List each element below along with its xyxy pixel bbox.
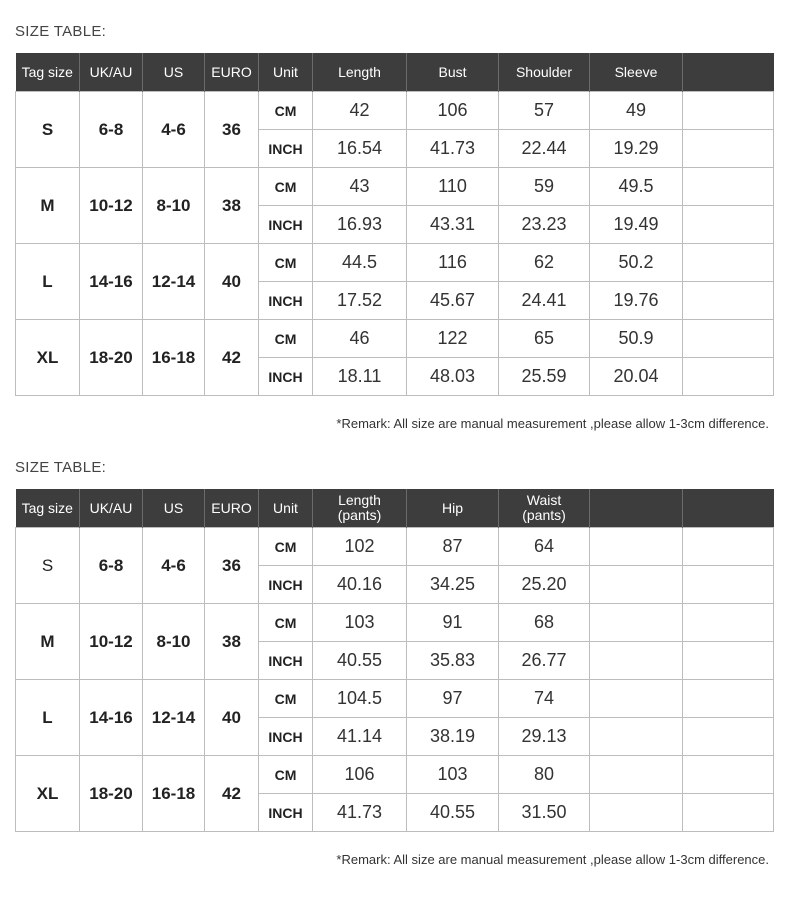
value-cell (590, 642, 683, 680)
header-cell: US (143, 489, 205, 528)
tag-size-cell: S (16, 528, 80, 604)
value-cell: 116 (407, 244, 499, 282)
header-cell: Bust (407, 53, 499, 92)
size-table-title-2: SIZE TABLE: (15, 459, 107, 476)
value-cell (683, 794, 774, 832)
value-cell: 91 (407, 604, 499, 642)
value-cell: 65 (499, 320, 590, 358)
unit-cell: CM (259, 604, 313, 642)
euro-cell: 38 (205, 604, 259, 680)
value-cell: 19.76 (590, 282, 683, 320)
ukau-cell: 14-16 (80, 244, 143, 320)
value-cell (590, 718, 683, 756)
table-row (16, 244, 774, 282)
euro-cell: 42 (205, 320, 259, 396)
value-cell: 87 (407, 528, 499, 566)
tag-size-cell: L (16, 680, 80, 756)
value-cell (683, 320, 774, 358)
value-cell (683, 566, 774, 604)
value-cell: 40.55 (407, 794, 499, 832)
header-cell: Hip (407, 489, 499, 528)
header-cell: Unit (259, 53, 313, 92)
value-cell (590, 566, 683, 604)
value-cell (683, 528, 774, 566)
us-cell: 4-6 (143, 528, 205, 604)
header-cell: Shoulder (499, 53, 590, 92)
value-cell: 24.41 (499, 282, 590, 320)
value-cell: 106 (313, 756, 407, 794)
value-cell (683, 282, 774, 320)
us-cell: 8-10 (143, 168, 205, 244)
table-row (16, 680, 774, 718)
header-cell: Length (pants) (313, 489, 407, 528)
value-cell: 29.13 (499, 718, 590, 756)
tag-size-cell: XL (16, 756, 80, 832)
value-cell: 50.2 (590, 244, 683, 282)
unit-cell: INCH (259, 206, 313, 244)
unit-cell: CM (259, 244, 313, 282)
tag-size-cell: M (16, 604, 80, 680)
value-cell (590, 756, 683, 794)
value-cell: 16.93 (313, 206, 407, 244)
value-cell: 40.55 (313, 642, 407, 680)
value-cell (683, 130, 774, 168)
us-cell: 12-14 (143, 680, 205, 756)
euro-cell: 42 (205, 756, 259, 832)
value-cell: 42 (313, 92, 407, 130)
header-cell: US (143, 53, 205, 92)
value-cell: 50.9 (590, 320, 683, 358)
value-cell: 46 (313, 320, 407, 358)
value-cell: 57 (499, 92, 590, 130)
value-cell: 44.5 (313, 244, 407, 282)
value-cell (683, 358, 774, 396)
unit-cell: INCH (259, 130, 313, 168)
value-cell: 45.67 (407, 282, 499, 320)
ukau-cell: 18-20 (80, 756, 143, 832)
unit-cell: INCH (259, 794, 313, 832)
ukau-cell: 18-20 (80, 320, 143, 396)
unit-cell: CM (259, 168, 313, 206)
value-cell: 64 (499, 528, 590, 566)
euro-cell: 36 (205, 92, 259, 168)
value-cell (590, 794, 683, 832)
header-row (16, 53, 774, 92)
value-cell: 26.77 (499, 642, 590, 680)
euro-cell: 38 (205, 168, 259, 244)
size-table-1 (15, 53, 774, 396)
value-cell (590, 680, 683, 718)
ukau-cell: 10-12 (80, 604, 143, 680)
value-cell: 103 (313, 604, 407, 642)
euro-cell: 36 (205, 528, 259, 604)
value-cell: 34.25 (407, 566, 499, 604)
us-cell: 16-18 (143, 320, 205, 396)
value-cell: 25.59 (499, 358, 590, 396)
us-cell: 12-14 (143, 244, 205, 320)
value-cell: 40.16 (313, 566, 407, 604)
header-cell: Unit (259, 489, 313, 528)
header-cell: Tag size (16, 489, 80, 528)
ukau-cell: 6-8 (80, 92, 143, 168)
tag-size-cell: M (16, 168, 80, 244)
header-cell: EURO (205, 53, 259, 92)
tag-size-cell: S (16, 92, 80, 168)
value-cell (590, 604, 683, 642)
value-cell: 74 (499, 680, 590, 718)
value-cell (683, 168, 774, 206)
unit-cell: INCH (259, 642, 313, 680)
header-cell: UK/AU (80, 489, 143, 528)
unit-cell: CM (259, 756, 313, 794)
ukau-cell: 6-8 (80, 528, 143, 604)
unit-cell: CM (259, 528, 313, 566)
value-cell (683, 756, 774, 794)
value-cell: 110 (407, 168, 499, 206)
value-cell: 48.03 (407, 358, 499, 396)
value-cell: 103 (407, 756, 499, 794)
value-cell: 68 (499, 604, 590, 642)
header-cell: UK/AU (80, 53, 143, 92)
value-cell: 38.19 (407, 718, 499, 756)
header-cell (590, 489, 683, 528)
value-cell (683, 642, 774, 680)
value-cell: 25.20 (499, 566, 590, 604)
value-cell (683, 718, 774, 756)
remark-note-1: *Remark: All size are manual measurement ,please allow 1-3cm difference. (336, 416, 769, 431)
ukau-cell: 14-16 (80, 680, 143, 756)
value-cell (683, 92, 774, 130)
value-cell (683, 206, 774, 244)
value-cell: 43.31 (407, 206, 499, 244)
value-cell: 102 (313, 528, 407, 566)
unit-cell: CM (259, 320, 313, 358)
value-cell (683, 244, 774, 282)
header-cell (683, 53, 774, 92)
value-cell: 49.5 (590, 168, 683, 206)
table-row (16, 756, 774, 794)
unit-cell: INCH (259, 282, 313, 320)
header-cell: Tag size (16, 53, 80, 92)
value-cell: 104.5 (313, 680, 407, 718)
value-cell: 80 (499, 756, 590, 794)
value-cell (683, 604, 774, 642)
header-cell: Waist (pants) (499, 489, 590, 528)
size-table-2 (15, 489, 774, 832)
value-cell: 16.54 (313, 130, 407, 168)
value-cell: 106 (407, 92, 499, 130)
size-table-title-1: SIZE TABLE: (15, 23, 107, 40)
remark-note-2: *Remark: All size are manual measurement ,please allow 1-3cm difference. (336, 852, 769, 867)
header-cell (683, 489, 774, 528)
tag-size-cell: XL (16, 320, 80, 396)
value-cell: 122 (407, 320, 499, 358)
unit-cell: CM (259, 92, 313, 130)
unit-cell: INCH (259, 718, 313, 756)
euro-cell: 40 (205, 244, 259, 320)
value-cell: 18.11 (313, 358, 407, 396)
value-cell: 17.52 (313, 282, 407, 320)
value-cell (590, 528, 683, 566)
value-cell: 19.29 (590, 130, 683, 168)
unit-cell: CM (259, 680, 313, 718)
value-cell: 97 (407, 680, 499, 718)
ukau-cell: 10-12 (80, 168, 143, 244)
table-row (16, 320, 774, 358)
us-cell: 8-10 (143, 604, 205, 680)
table-row (16, 528, 774, 566)
value-cell: 20.04 (590, 358, 683, 396)
value-cell: 19.49 (590, 206, 683, 244)
table-row (16, 604, 774, 642)
value-cell: 43 (313, 168, 407, 206)
header-row (16, 489, 774, 528)
value-cell: 49 (590, 92, 683, 130)
unit-cell: INCH (259, 566, 313, 604)
header-cell: EURO (205, 489, 259, 528)
value-cell: 62 (499, 244, 590, 282)
value-cell: 22.44 (499, 130, 590, 168)
unit-cell: INCH (259, 358, 313, 396)
value-cell (683, 680, 774, 718)
value-cell: 41.73 (313, 794, 407, 832)
us-cell: 4-6 (143, 92, 205, 168)
value-cell: 59 (499, 168, 590, 206)
header-cell: Sleeve (590, 53, 683, 92)
value-cell: 35.83 (407, 642, 499, 680)
value-cell: 41.73 (407, 130, 499, 168)
value-cell: 23.23 (499, 206, 590, 244)
value-cell: 31.50 (499, 794, 590, 832)
us-cell: 16-18 (143, 756, 205, 832)
table-row (16, 92, 774, 130)
table-row (16, 168, 774, 206)
value-cell: 41.14 (313, 718, 407, 756)
header-cell: Length (313, 53, 407, 92)
tag-size-cell: L (16, 244, 80, 320)
euro-cell: 40 (205, 680, 259, 756)
